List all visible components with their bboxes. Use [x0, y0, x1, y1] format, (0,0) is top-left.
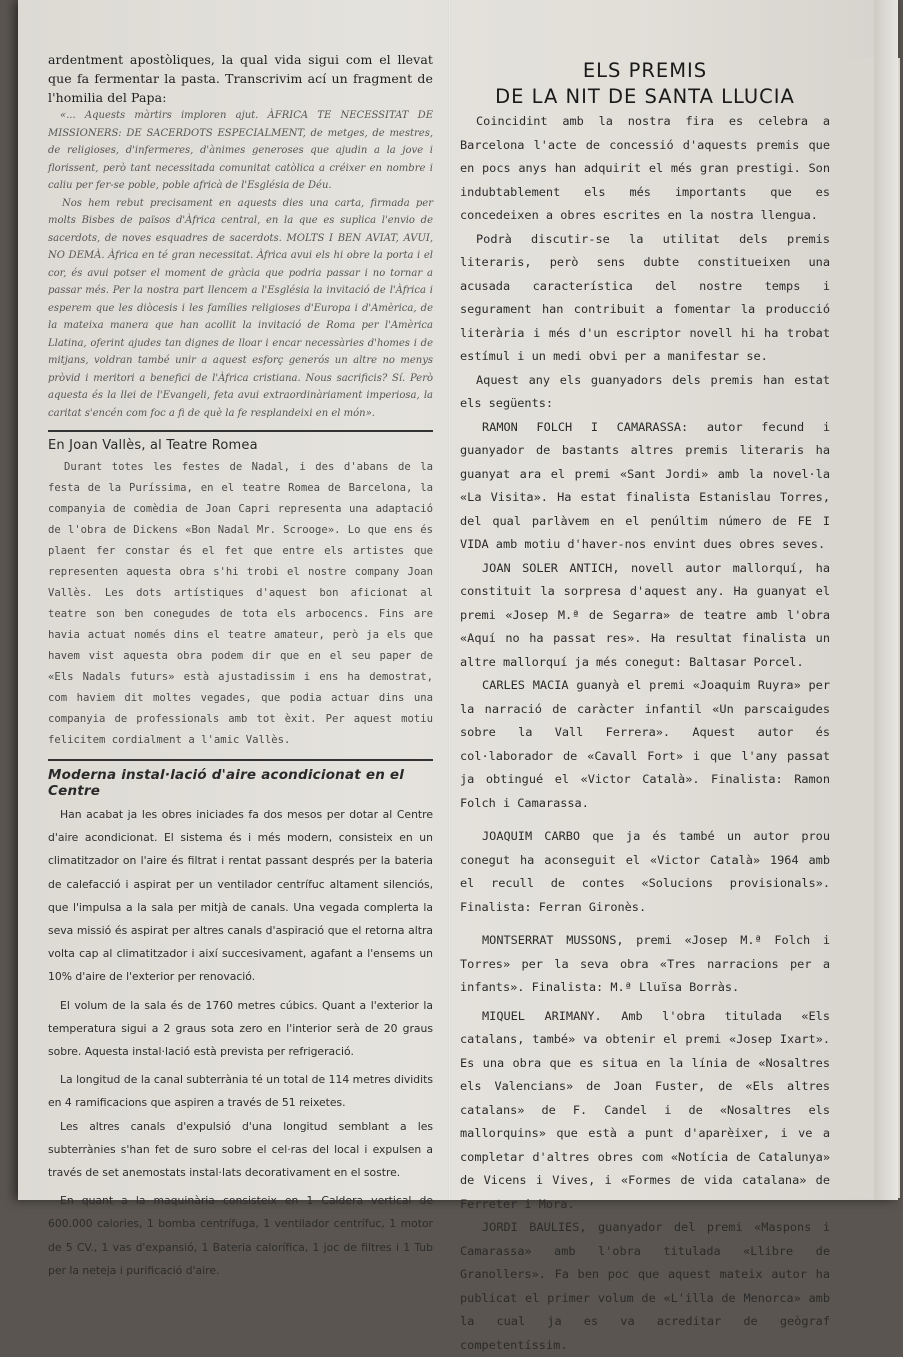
- article-title-line-2: DE LA NIT DE SANTA LLUCIA: [495, 85, 795, 108]
- underlying-page-edge: [874, 0, 898, 1200]
- teatre-article-text: Durant totes les festes de Nadal, i des d'abans de la festa de la Puríssima, en el teatre Romea de Barcelona, la companyia de comèdia de Joan Capri representa una adaptació de l'obra de Dickens «Bon Nadal Mr. Scrooge». Lo que ens és plaent fer constar és el fet que entre els artistes que representen aquesta obra s'hi trobi el nostre company Joan Vallès. Les dots artístiques d'aquest bon aficionat al teatre son ben conegudes de tota els arbocencs. Fins are havia actuat només dins el teatre amateur, però ja els que havem vist aquesta obra podem dir que en el seu paper de «Els Nadals futurs» està ajustadissim i ens ha demostrat, com haviem dit moltes vegades, que podia actuar dins una companyia de professionals amb tot èxit. Per aquest motiu felicitem cordialment a l'amic Vallès.: [48, 461, 433, 746]
- aire-section-title: Moderna instal·lació d'aire acondicionat en el Centre: [48, 767, 405, 799]
- homily-quote-1: «... Aquests màrtirs imploren ajut. ÀFRICA TE NECESSITAT DE MISSIONERS: DE SACERDOTS ESPECIALMENT, de metges, de mestres, de religioses, d'infermeres, d'ànimes generoses que ajudin a la jove i florissent, però tant necessitada comunitat catòlica a créixer en nombre i caliu per fer-se poble, poble africà de l'Església de Déu.: [48, 110, 433, 191]
- aire-paragraph-3: La longitud de la canal subterrània té un total de 114 metres dividits en 4 ramificacions que aspiren a través de 51 reixetes.: [48, 1073, 433, 1110]
- aire-paragraph-1: Han acabat ja les obres iniciades fa dos mesos per dotar al Centre d'aire acondicionat. El sistema és i més modern, consisteix en un climatitzador on l'aire és filtrat i rentat passant després per la bateria de calefacció i aspirat per un ventilador centrífuc altament silenciós, que l'impulsa a la sala per mitjà de canals. Una vegada complerta la seva missió és aspirat per altres canals d'aspiració que el retorna altra volta cap al climatitzador i així succesivament, agafant a l'ensems un 10% d'aire de l'exterior per renovació.: [48, 808, 433, 984]
- homily-intro: ardentment apostòliques, la qual vida sigui com el llevat que fa fermentar la pasta. Transcrivim ací un fragment de l'homilia del Papa:: [48, 52, 433, 105]
- right-column: [460, 58, 830, 1357]
- winner-paragraph: CARLES MACIA guanyà el premi «Joaquim Ruyra» per la narració de caràcter infantil «Un parscaigudes sobre la Vall Ferrera». Aquest autor és col·laborador de «Cavall Fort» i que l'any passat ja obtingué el «Victor Català». Finalista: Ramon Folch i Camarassa.: [460, 678, 830, 810]
- winner-paragraph: MIQUEL ARIMANY. Amb l'obra titulada «Els catalans, també» va obtenir el premi «Josep Ixart». Es una obra que es situa en la línia de «Nosaltres els Valencians» de Joan Fuster, de «Els altres catalans» de F. Candel i de «Nosaltres els mallorquins» que està a punt d'aparèixer, i ve a completar d'altres obres com «Notícia de Catalunya» de Vicens i Vives, i «Formes de vida catalana» de Ferreter i Mora.: [460, 1008, 830, 1211]
- left-column: [48, 50, 433, 1282]
- winner-paragraph: RAMON FOLCH I CAMARASSA: autor fecund i guanyador de bastants altres premis literaris ha guanyat ara el premi «Sant Jordi» amb la novel·la «La Visita». Ha estat finalista Estanislau Torres, del qual parlàvem en el penúltim número de FE I VIDA amb motiu d'haver-nos envint dues obres seves.: [460, 419, 830, 551]
- premis-intro-3: Aquest any els guanyadors dels premis han estat els següents:: [460, 372, 830, 410]
- section-divider: [48, 430, 433, 432]
- winner-paragraph: JOAQUIM CARBO que ja és també un autor prou conegut ha aconseguit el «Victor Català» 1964 amb el recull de contes «Solucions provisionals». Finalista: Ferran Gironès.: [460, 829, 830, 914]
- aire-paragraph-5: En quant a la maquinària consisteix en 1 Caldera vertical de 600.000 calories, 1 bomba centrífuga, 1 ventilador centrífuc, 1 motor de 5 CV., 1 vas d'expansió, 1 Bateria calorífica, 1 joc de filtres i 1 Tub per la neteja i purificació d'aire.: [48, 1194, 433, 1277]
- newspaper-page: [18, 0, 898, 1352]
- premis-intro-1: Coincidint amb la nostra fira es celebra a Barcelona l'acte de concessió d'aquests premis que en pocs anys han adquirit el més gran prestigi. Son indubtablement els més importants que es concedeixen a obres escrites en la nostra llengua.: [460, 114, 830, 222]
- winner-paragraph: JOAN SOLER ANTICH, novell autor mallorquí, ha constituit la sorpresa d'aquest any. Ha guanyat el premi «Josep M.ª de Segarra» de teatre amb l'obra «Aquí no ha passat res». Ha resultat finalista un altre mallorquí ja més conegut: Baltasar Porcel.: [460, 560, 830, 669]
- page-fold: [448, 0, 451, 1200]
- section-divider: [48, 759, 433, 761]
- aire-paragraph-2: El volum de la sala és de 1760 metres cúbics. Quant a l'exterior la temperatura sigui a 2 graus sota zero en l'interior serà de 20 graus sobre. Aquesta instal·lació està prevista per refrigeració.: [48, 998, 433, 1059]
- teatre-section-title: En Joan Vallès, al Teatre Romea: [48, 438, 258, 453]
- article-title-line-1: ELS PREMIS: [582, 59, 708, 82]
- aire-paragraph-4: Les altres canals d'expulsió d'una longitud semblant a les subterrànies s'han fet de suro sobre el cel·ras del local i expulsen a través de set anemostats instal·lats decorativament en el sostre.: [48, 1119, 433, 1180]
- premis-intro-2: Podrà discutir-se la utilitat dels premis literaris, però sens dubte constitueixen una acusada característica del nostre temps i segurament han contribuit a fomentar la producció literària i més d'un escriptor novell hi ha trobat estímul i un medi obvi per a manifestar se.: [460, 231, 830, 363]
- homily-quote-2: Nos hem rebut precisament en aquests dies una carta, firmada per molts Bisbes de països d'Àfrica central, en la que es suplica l'envio de sacerdots, de noves esquadres de sacerdots. MOLTS I BEN AVIAT, AVUI, NO DEMÀ. Àfrica en té gran necessitat. Àfrica avui els hi obre la porta i el cor, és avui potser el moment de gràcia que podria passar i no tornar a passar més. Per la nostra part llencem a l'Església la invitació de l'Àfrica i esperem que les diòcesis i les famílies religioses d'Europa i d'Amèrica, de la mateixa manera que han acollit la invitació de Roma per l'Amèrica Llatina, oferint ajudes tan dignes de lloar i encar necessàries d'homes i de mitjans, voldran també unir a aquest esforç generós un altre no menys pròvid i meritori a benefici de l'Àfrica cristiana. Nous sacrificis? Sí. Però aquesta és la llei de l'Evangeli, feta avui extraordinàriament imperiosa, la caritat s'encén com foc a fi de què la fe resplandeixi en el món».: [48, 197, 433, 419]
- winner-paragraph: MONTSERRAT MUSSONS, premi «Josep M.ª Folch i Torres» per la seva obra «Tres narracions per a infants». Finalista: M.ª Lluïsa Borràs.: [460, 933, 830, 994]
- winner-paragraph: JORDI BAULIES, guanyador del premi «Maspons i Camarassa» amb l'obra titulada «Llibre de Granollers». Fa ben poc que aquest mateix autor ha publicat el primer volum de «L'illa de Menorca» amb la cual ja es va acreditar de geògraf competentíssim.: [460, 1220, 830, 1352]
